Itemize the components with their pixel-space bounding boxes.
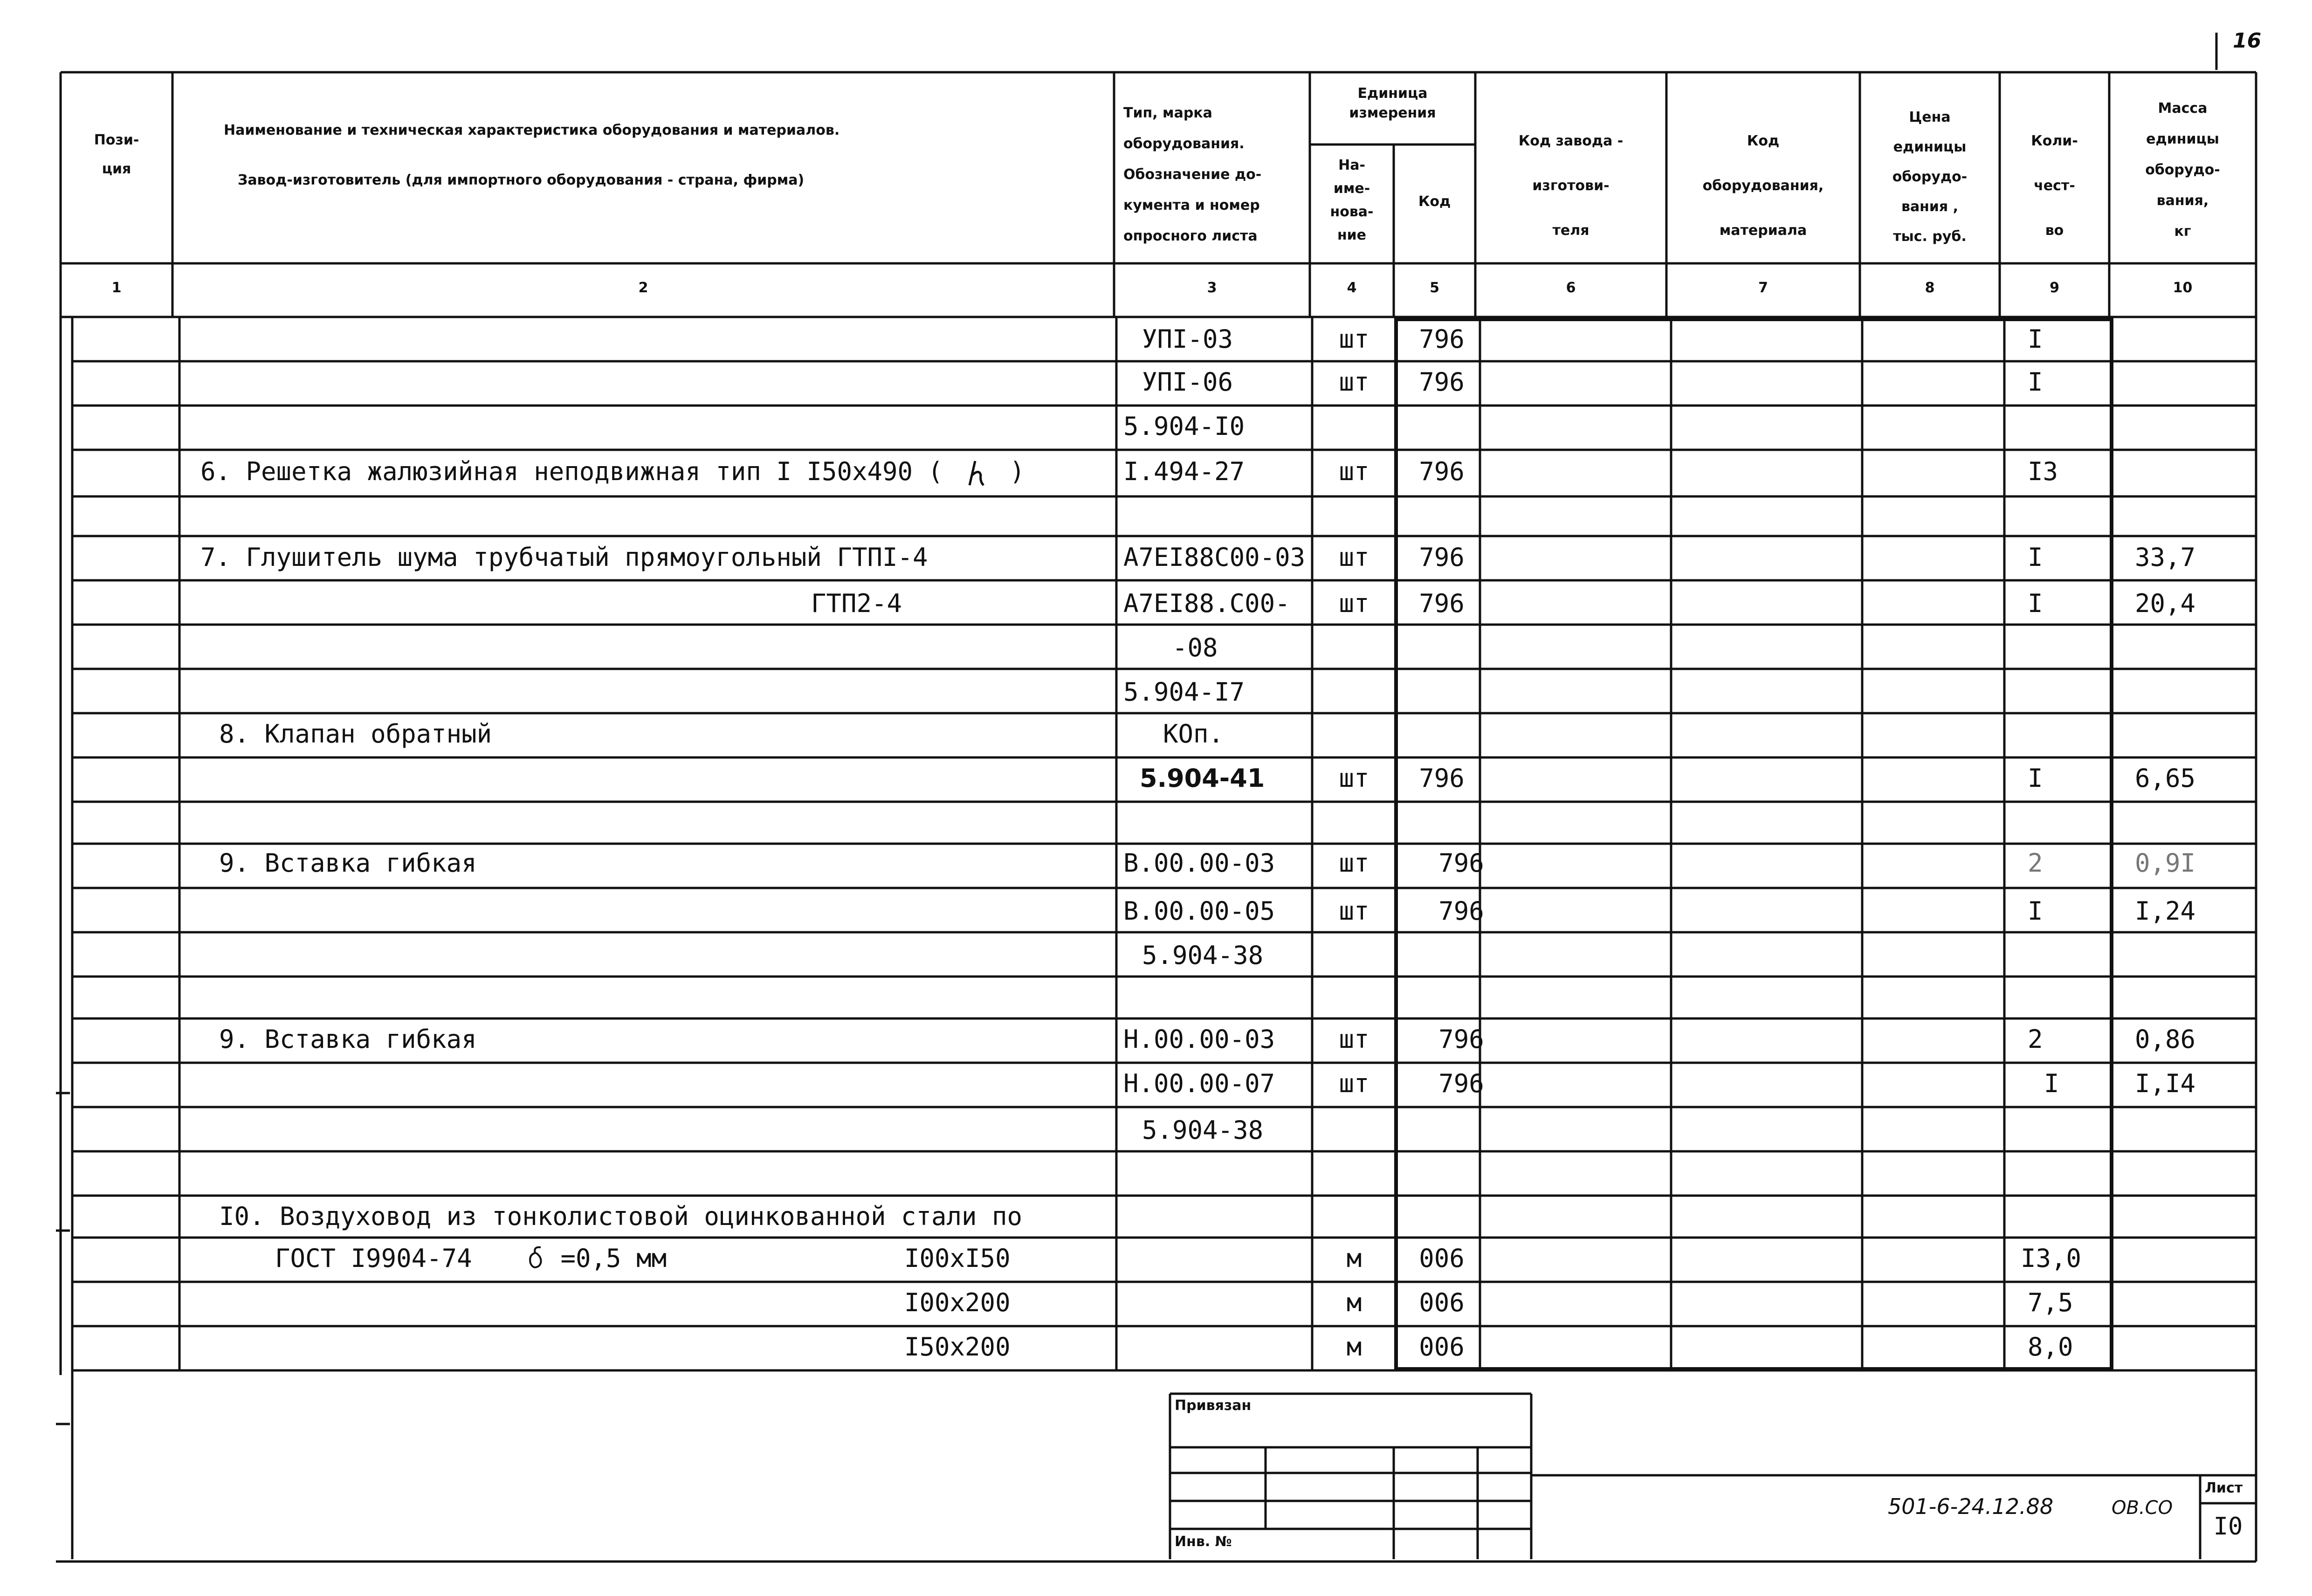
header-col5: Код	[1418, 193, 1451, 210]
header-col3: Тип, марка оборудования. Обозначение до- кумента и номер опросного листа	[1123, 105, 1262, 244]
header-unit-group: Единица измерения	[1349, 85, 1436, 121]
col-number-4: 4	[1347, 280, 1357, 296]
col-number-2: 2	[638, 280, 648, 296]
col-number-8: 8	[1925, 280, 1935, 296]
header-col1: Пози- ция	[94, 132, 139, 177]
col-number-10: 10	[2173, 280, 2193, 296]
col-number-7: 7	[1758, 280, 1768, 296]
stamp-document-code: 501-6-24.12.88	[1888, 1494, 2054, 1519]
page-corner-number: 16	[2233, 29, 2262, 53]
header-col9: Коли- чест- во	[2031, 133, 2078, 239]
item-6-text: 6. Решетка жалюзийная неподвижная тип I I50x490 (	[200, 457, 943, 486]
stamp-sheet-number: I0	[2213, 1513, 2243, 1541]
header-col2: Наименование и техническая характеристика оборудования и материалов. Завод-изготовитель (для импортного оборудования - страна, фирма)	[224, 122, 840, 188]
header-col6: Код завода - изготови- теля	[1518, 133, 1624, 239]
col-number-3: 3	[1207, 280, 1217, 296]
col-number-5: 5	[1430, 280, 1439, 296]
delta-thickness-symbol-icon	[527, 1245, 545, 1271]
stamp-section: ОВ.СО	[2112, 1497, 2173, 1519]
col-number-9: 9	[2050, 280, 2059, 296]
stamp-privyazan: Привязан	[1175, 1397, 1252, 1414]
header-col4: На- име- нова- ние	[1330, 157, 1374, 243]
stamp-sheet-label: Лист	[2205, 1480, 2243, 1496]
header-col8: Цена единицы оборудо- вания , тыс. руб.	[1892, 109, 1968, 245]
col-number-1: 1	[111, 280, 122, 296]
col-number-6: 6	[1566, 280, 1576, 296]
header-col10: Масса единицы оборудо- вания, кг	[2145, 100, 2220, 240]
header-col7: Код оборудования, материала	[1702, 133, 1824, 239]
stamp-inventory-number: Инв. №	[1175, 1534, 1232, 1550]
handwritten-h-mark-icon	[965, 459, 988, 487]
